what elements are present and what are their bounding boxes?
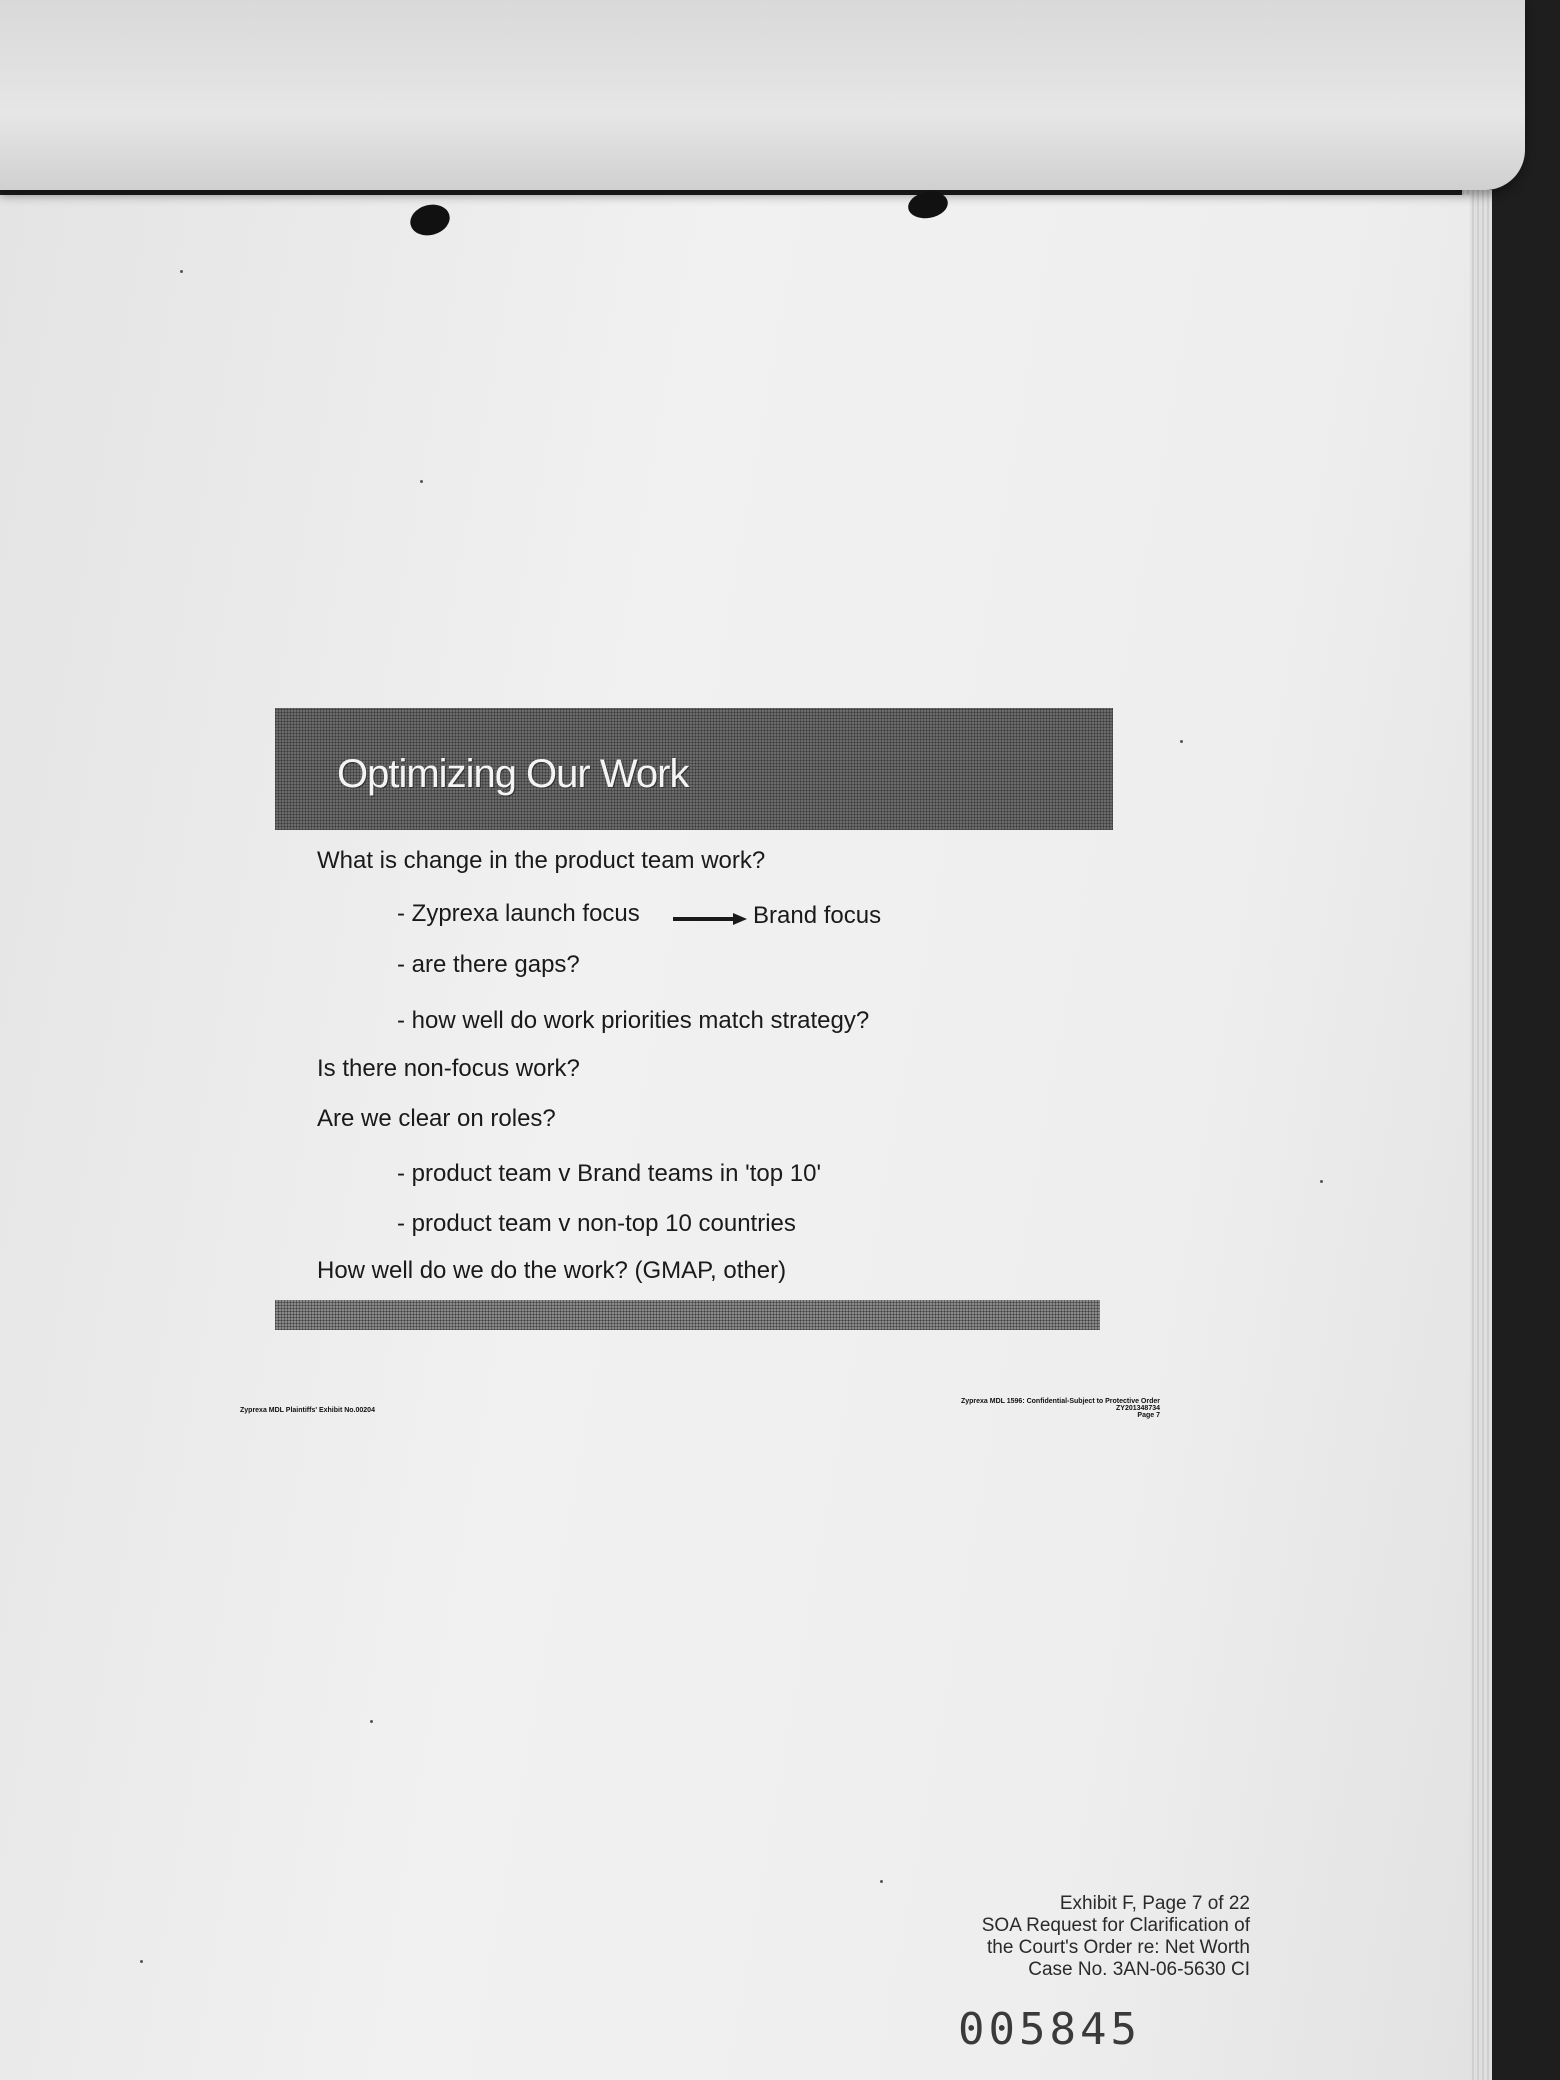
slide-title-banner — [275, 708, 1113, 830]
footer-right-line: Zyprexa MDL 1596: Confidential-Subject to Protective Order — [960, 1398, 1160, 1405]
scan-speck — [180, 270, 183, 273]
exhibit-line: the Court's Order re: Net Worth — [986, 1937, 1250, 1958]
exhibit-line: Case No. 3AN-06-5630 CI — [1028, 1959, 1250, 1980]
footer-left-note: Zyprexa MDL Plaintiffs' Exhibit No.00204 — [240, 1407, 375, 1414]
bates-stamp-number: 005845 — [958, 2004, 1141, 2055]
scan-speck — [420, 480, 423, 483]
scan-speck — [370, 1720, 373, 1723]
slide-sub-item-target: Brand focus — [753, 902, 882, 929]
scan-speck — [1180, 740, 1183, 743]
slide-question: Is there non-focus work? — [317, 1055, 580, 1082]
slide-question: How well do we do the work? (GMAP, other) — [317, 1257, 787, 1284]
footer-right-line: ZY201348734 — [1116, 1405, 1160, 1412]
scan-speck — [140, 1960, 143, 1963]
exhibit-line: Exhibit F, Page 7 of 22 — [1059, 1893, 1250, 1914]
exhibit-label — [950, 1893, 1250, 1981]
slide-question: Are we clear on roles? — [317, 1105, 556, 1132]
slide-sub-item: - how well do work priorities match strategy? — [397, 1007, 870, 1034]
slide-sub-item: - Zyprexa launch focus — [397, 900, 640, 927]
document-page — [0, 195, 1470, 2080]
scan-speck — [1320, 1180, 1323, 1183]
slide-title: Optimizing Our Work — [337, 752, 689, 796]
slide-sub-item: - are there gaps? — [397, 951, 580, 978]
slide-question: What is change in the product team work? — [317, 847, 766, 874]
folded-top-page — [0, 0, 1525, 190]
arrow-right-icon — [673, 915, 747, 921]
footer-right-note — [880, 1398, 1160, 1419]
footer-right-line: Page 7 — [1137, 1412, 1160, 1419]
slide-sub-item: - product team v non-top 10 countries — [397, 1210, 796, 1237]
slide-sub-item: - product team v Brand teams in 'top 10' — [397, 1160, 822, 1187]
scan-speck — [880, 1880, 883, 1883]
slide-footer-bar — [275, 1300, 1100, 1330]
exhibit-line: SOA Request for Clarification of — [981, 1915, 1250, 1936]
